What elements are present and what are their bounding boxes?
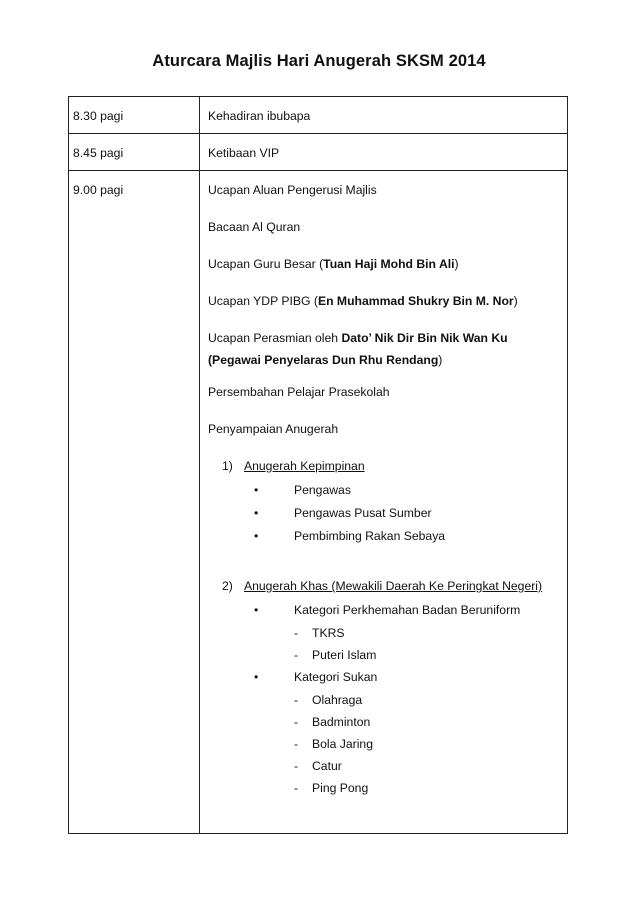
activity-cell xyxy=(200,171,568,834)
item-text: Ucapan Guru Besar ( xyxy=(208,257,324,271)
dash-icon: - xyxy=(294,781,299,795)
list-item xyxy=(254,603,567,626)
sub-item-label: Catur xyxy=(312,759,342,773)
bullet-icon: • xyxy=(254,529,259,543)
sub-item xyxy=(294,693,567,715)
program-item: Bacaan Al Quran xyxy=(208,220,301,234)
time-cell: 8.45 pagi xyxy=(69,134,200,171)
guest-name: Dato’ Nik Dir Bin Nik Wan Ku xyxy=(341,331,508,345)
list-item-label: Kategori Sukan xyxy=(294,670,378,684)
sub-item xyxy=(294,648,567,670)
time-cell: 9.00 pagi xyxy=(69,171,200,834)
award-title: Anugerah Kepimpinan xyxy=(244,459,365,473)
table-row xyxy=(69,171,568,834)
dash-icon: - xyxy=(294,693,299,707)
time-cell: 8.30 pagi xyxy=(69,97,200,134)
table-row xyxy=(69,134,568,171)
activity-cell: Kehadiran ibubapa xyxy=(200,97,568,134)
bullet-icon: • xyxy=(254,506,259,520)
item-text: ) xyxy=(454,257,459,271)
bullet-icon: • xyxy=(254,483,259,497)
program-item: Ucapan Aluan Pengerusi Majlis xyxy=(208,183,377,197)
sub-item-label: Badminton xyxy=(312,715,371,729)
sub-item xyxy=(294,781,567,803)
guest-role: (Pegawai Penyelaras Dun Rhu Rendang xyxy=(208,353,439,367)
award-heading xyxy=(222,459,567,483)
item-text: ) xyxy=(438,353,443,367)
list-item-label: Kategori Perkhemahan Badan Beruniform xyxy=(294,603,521,617)
list-item xyxy=(254,529,567,552)
list-item xyxy=(254,506,567,529)
sub-item xyxy=(294,626,567,648)
program-item xyxy=(208,257,567,294)
page-title: Aturcara Majlis Hari Anugerah SKSM 2014 xyxy=(152,52,486,70)
program-item xyxy=(208,327,567,385)
guest-name: Tuan Haji Mohd Bin Ali xyxy=(323,257,455,271)
table-row xyxy=(69,97,568,134)
sub-item-label: Olahraga xyxy=(312,693,363,707)
guest-name: En Muhammad Shukry Bin M. Nor xyxy=(317,294,514,308)
award-number: 2) xyxy=(222,579,233,593)
bullet-icon: • xyxy=(254,603,259,617)
sub-item-label: TKRS xyxy=(312,626,345,640)
sub-item xyxy=(294,737,567,759)
dash-icon: - xyxy=(294,737,299,751)
dash-icon: - xyxy=(294,648,299,662)
bullet-icon: • xyxy=(254,670,259,684)
list-item-label: Pengawas Pusat Sumber xyxy=(294,506,432,520)
sub-item-label: Puteri Islam xyxy=(312,648,377,662)
list-item xyxy=(254,670,567,693)
program-item xyxy=(208,294,567,331)
award-title: Anugerah Khas (Mewakili Daerah Ke Peringkat Negeri) xyxy=(244,579,543,593)
item-text: ) xyxy=(513,294,518,308)
dash-icon: - xyxy=(294,626,299,640)
dash-icon: - xyxy=(294,759,299,773)
program-item: Penyampaian Anugerah xyxy=(208,422,339,436)
list-item xyxy=(254,483,567,506)
list-item-label: Pembimbing Rakan Sebaya xyxy=(294,529,446,543)
sub-item-label: Ping Pong xyxy=(312,781,369,795)
dash-icon: - xyxy=(294,715,299,729)
award-list xyxy=(222,459,567,803)
award-heading xyxy=(222,579,567,603)
item-text: Ucapan Perasmian oleh xyxy=(208,331,342,345)
item-text: Ucapan YDP PIBG ( xyxy=(208,294,318,308)
activity-cell: Ketibaan VIP xyxy=(200,134,568,171)
sub-item-label: Bola Jaring xyxy=(312,737,373,751)
program-item: Persembahan Pelajar Prasekolah xyxy=(208,385,390,399)
list-item-label: Pengawas xyxy=(294,483,351,497)
sub-item xyxy=(294,715,567,737)
award-number: 1) xyxy=(222,459,233,473)
sub-item xyxy=(294,759,567,781)
schedule-table xyxy=(68,96,568,834)
